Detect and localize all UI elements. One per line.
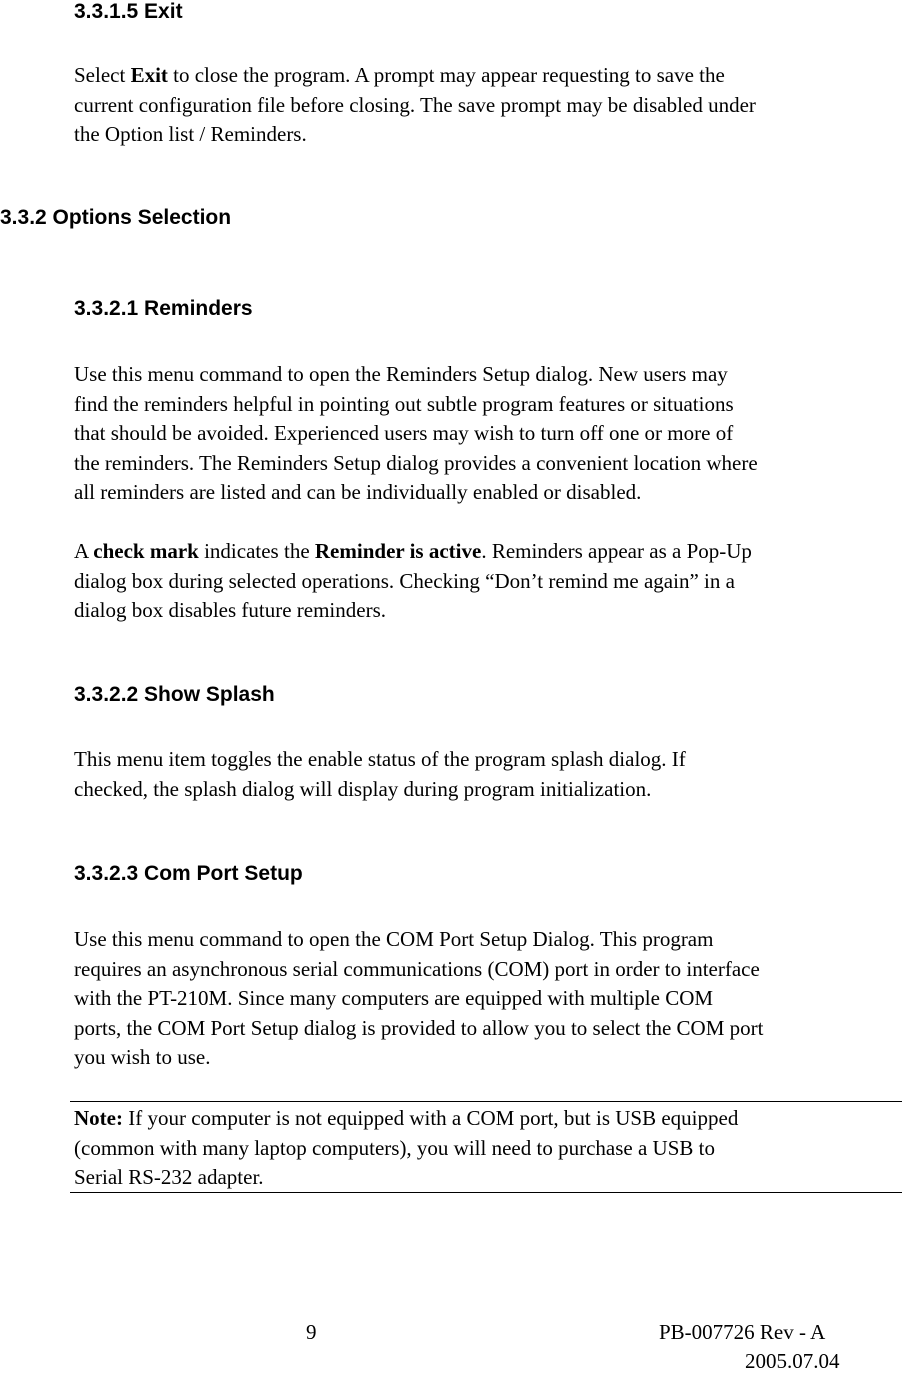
- text-line: all reminders are listed and can be individually enabled or disabled.: [74, 480, 642, 504]
- bold-term: Note:: [74, 1106, 123, 1130]
- exit-paragraph: [74, 61, 900, 150]
- bold-term: Exit: [130, 63, 168, 87]
- text-line: ports, the COM Port Setup dialog is provided to allow you to select the COM port: [74, 1015, 764, 1040]
- text-line: Serial RS-232 adapter.: [74, 1165, 264, 1189]
- text-line: Use this menu command to open the COM Port Setup Dialog. This program: [74, 927, 714, 951]
- bold-term: Reminder is active: [314, 539, 482, 563]
- text-line: dialog box disables future reminders.: [74, 598, 387, 622]
- com-port-paragraph: [74, 925, 900, 1073]
- note-text: [74, 1104, 900, 1193]
- text-line: the Option list / Reminders.: [74, 122, 307, 146]
- text-line: current configuration file before closing. The save prompt may be disabled under: [74, 92, 756, 117]
- document-date: 2005.07.04: [745, 1349, 840, 1373]
- text-line: checked, the splash dialog will display during program initialization.: [74, 776, 652, 801]
- text-line: you wish to use.: [74, 1045, 211, 1069]
- note-box: [70, 1101, 902, 1193]
- section-heading-com-port-setup: 3.3.2.3 Com Port Setup: [74, 862, 303, 885]
- text-line: with the PT-210M. Since many computers are equipped with multiple COM: [74, 986, 714, 1010]
- section-heading-reminders: 3.3.2.1 Reminders: [74, 297, 253, 320]
- section-heading-options-selection: 3.3.2 Options Selection: [0, 206, 232, 229]
- text-line: the reminders. The Reminders Setup dialog provides a convenient location where: [74, 450, 758, 475]
- text-line: This menu item toggles the enable status of the program splash dialog. If: [74, 747, 686, 771]
- reminders-paragraph: [74, 360, 900, 508]
- section-heading-show-splash: 3.3.2.2 Show Splash: [74, 683, 275, 706]
- document-id: PB-007726 Rev - A: [659, 1320, 826, 1344]
- text-line: Use this menu command to open the Reminders Setup dialog. New users may: [74, 362, 728, 386]
- bold-term: check mark: [93, 539, 199, 563]
- text-line: dialog box during selected operations. Checking “Don’t remind me again” in a: [74, 568, 735, 593]
- text-line: that should be avoided. Experienced users may wish to turn off one or more of: [74, 421, 734, 445]
- text-line: requires an asynchronous serial communications (COM) port in order to interface: [74, 956, 760, 981]
- text-line: (common with many laptop computers), you will need to purchase a USB to: [74, 1135, 715, 1160]
- text-line: find the reminders helpful in pointing out subtle program features or situations: [74, 391, 734, 416]
- reminders-check-mark-paragraph: [74, 537, 900, 626]
- show-splash-paragraph: [74, 745, 900, 804]
- text-line: Select Exit to close the program. A prompt may appear requesting to save the: [74, 63, 725, 87]
- text-line: A check mark indicates the Reminder is active. Reminders appear as a Pop-Up: [74, 539, 752, 563]
- page-number: 9: [306, 1320, 317, 1344]
- text-line: Note: If your computer is not equipped with a COM port, but is USB equipped: [74, 1106, 739, 1130]
- section-heading-exit: 3.3.1.5 Exit: [74, 0, 183, 23]
